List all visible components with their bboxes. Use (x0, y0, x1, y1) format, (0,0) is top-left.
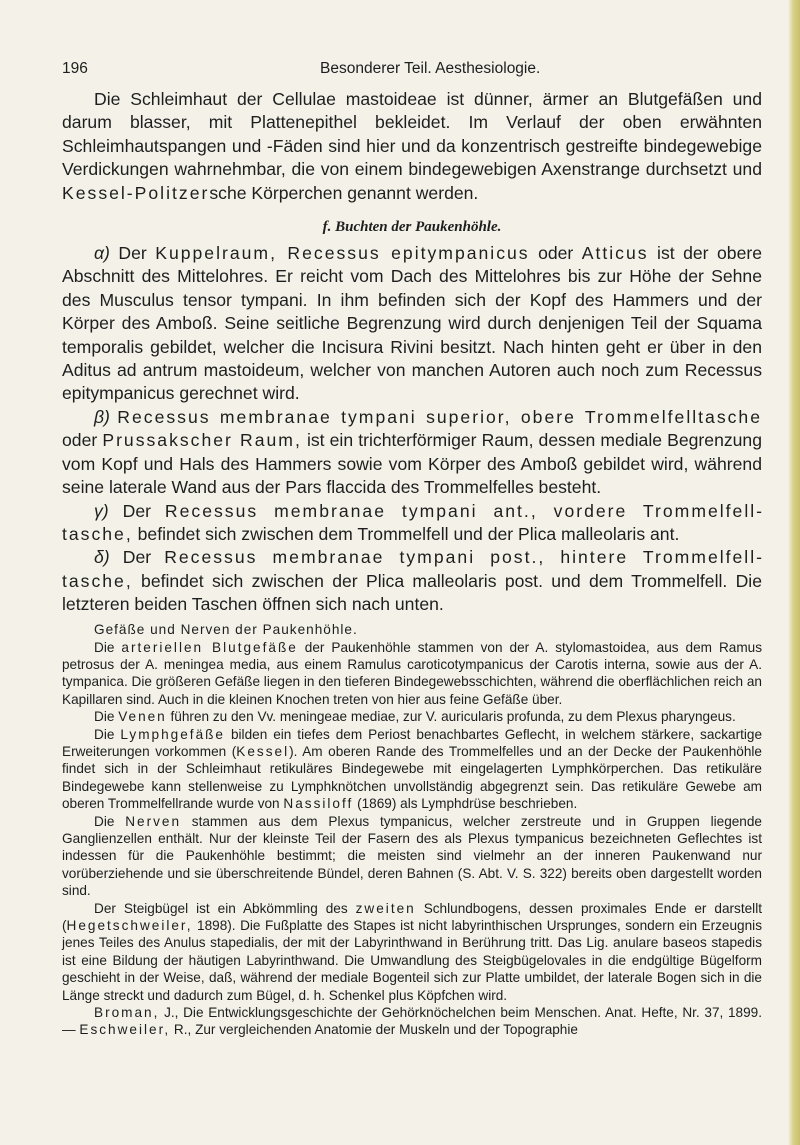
paragraph-alpha: α) Der Kuppelraum, Recessus epitympanicus oder Atticus ist der obere Abschnitt des Mittelohres. Er reicht vom Dach des Mittelohres bis zur Höhe der Sehne des Musculus tensor tympani. In ihm befinden sich der Kopf des Hammers und der Körper des Amboß. Seine seitliche Begrenzung wird durch denjenigen Teil der Squama temporalis gebildet, welcher die Incisura Rivini besitzt. Nach hinten geht er über in den Aditus ad antrum mastoideum, welcher von manchen Autoren auch noch zum Recessus epitympanicus gerechnet wird. (62, 243, 762, 404)
paragraph-arteries: Die arteriellen Blutgefäße der Paukenhöhle stammen von der A. stylomastoidea, aus dem Ramus petrosus der A. meningea media, aus einem Ramulus caroticotympanicus der Carotis interna, sowie aus der A. tympanica. Die größeren Gefäße liegen in den tieferen Bindegewebsschichten, während die oberflächlichen reich an Kapillaren sind. Auch in die kleinen Knochen treten von hier aus feine Gefäße über. (62, 639, 763, 707)
paragraph-cellulae: Die Schleimhaut der Cellulae mastoideae ist dünner, ärmer an Blutgefäßen und darum blasser, mit Plattenepithel bekleidet. Im Verlauf der oben erwähnten Schleimhautspangen und -Fäden sind hier und da konzentrisch gestreifte bindegewebige Verdickungen wahrnehmbar, die von einem bindegewebigen Axenstrange durchsetzt und Kessel-Politzersche Körperchen genannt werden. (62, 89, 762, 203)
section-heading: f. Buchten der Paukenhöhle. (322, 219, 502, 236)
paragraph-lymph: Die Lymphgefäße bilden ein tiefes dem Periost benachbartes Geflecht, in welchem stärkere, sackartige Erweiterungen vorkommen (Kessel). Am oberen Rande des Trommelfelles und an der Decke der Paukenhöhle findet sich in der Schleimhaut retikuläres Bindegewebe mit eingelagerten Lymphkörperchen. Das retikuläre Bindegewebe kann stellenweise zu Lymphknötchen unvollständig abgegrenzt sein. Das retikuläre Gewebe am oberen Trommelfellrande wurde von Nassiloff (1869) als Lymphdrüse beschrieben. (62, 726, 763, 812)
paragraph-beta: β) Recessus membranae tympani superior, obere Trommelfelltasche oder Prussakscher Raum, ist ein trichterförmiger Raum, dessen mediale Begrenzung vom Kopf und Hals des Hammers sowie vom Körper des Amboß gebildet wird, während seine laterale Wand aus der Pars flaccida des Trommelfelles besteht. (62, 406, 762, 498)
paragraph-stapes: Der Steigbügel ist ein Abkömmling des zweiten Schlundbogens, dessen proximales Ende er darstellt (Hegetschweiler, 1898). Die Fußplatte des Stapes ist nicht labyrinthischen Ursprunges, sondern ein Erzeugnis jenes Teiles des Anulus stapedialis, der mit der Labyrinthwand in Berührung tritt. Das Lig. anulare baseos stapedis ist eine Bildung der häutigen Labyrinthwand. Die Umwandlung des Steigbügelovales in die endgültige Bügelform geschieht in der Weise, daß, während der mediale Bogenteil sich zur Platte umbildet, der laterale Bogen sich in die Länge streckt und dadurch zum Bügel, d. h. Schenkel plus Köpfchen wird. (62, 900, 762, 1003)
paragraph-delta: δ) Der Recessus membranae tympani post., hintere Trommelfelltasche, befindet sich zwischen der Plica malleolaris post. und dem Trommelfell. Die letzteren beiden Taschen öffnen sich nach unten. (62, 547, 762, 615)
page-edge (788, 0, 800, 1145)
book-page (62, 58, 762, 1039)
paragraph-references: Broman, J., Die Entwicklungsgeschichte der Gehörknöchelchen beim Menschen. Anat. Hefte, Nr. 37, 1899. — Eschweiler, R., Zur vergleichenden Anatomie der Muskeln und der Topographie (62, 1005, 762, 1038)
paragraph-veins: Die Venen führen zu den Vv. meningeae mediae, zur V. auricularis profunda, zu dem Plexus pharyngeus. (94, 709, 736, 725)
subsection-heading: Gefäße und Nerven der Paukenhöhle. (94, 621, 358, 637)
page-header (62, 58, 762, 88)
page-number: 196 (62, 60, 88, 77)
running-title: Besonderer Teil. Aesthesiologie. (320, 60, 541, 77)
paragraph-gamma: γ) Der Recessus membranae tympani ant., vordere Trommelfelltasche, befindet sich zwischen dem Trommelfell und der Plica malleolaris ant. (62, 500, 763, 544)
paragraph-nerves: Die Nerven stammen aus dem Plexus tympanicus, welcher zerstreute und in Gruppen liegende Ganglienzellen enthält. Nur der kleinste Teil der Fasern des als Plexus tympanicus bezeichneten Geflechtes ist indessen für die Paukenhöhle bestimmt; die meisten sind vielmehr an der inneren Paukenwand nur vorüberziehende und sie überschreitende Bündel, deren Bahnen (S. Abt. V. S. 322) bereits oben dargestellt worden sind. (62, 813, 762, 899)
